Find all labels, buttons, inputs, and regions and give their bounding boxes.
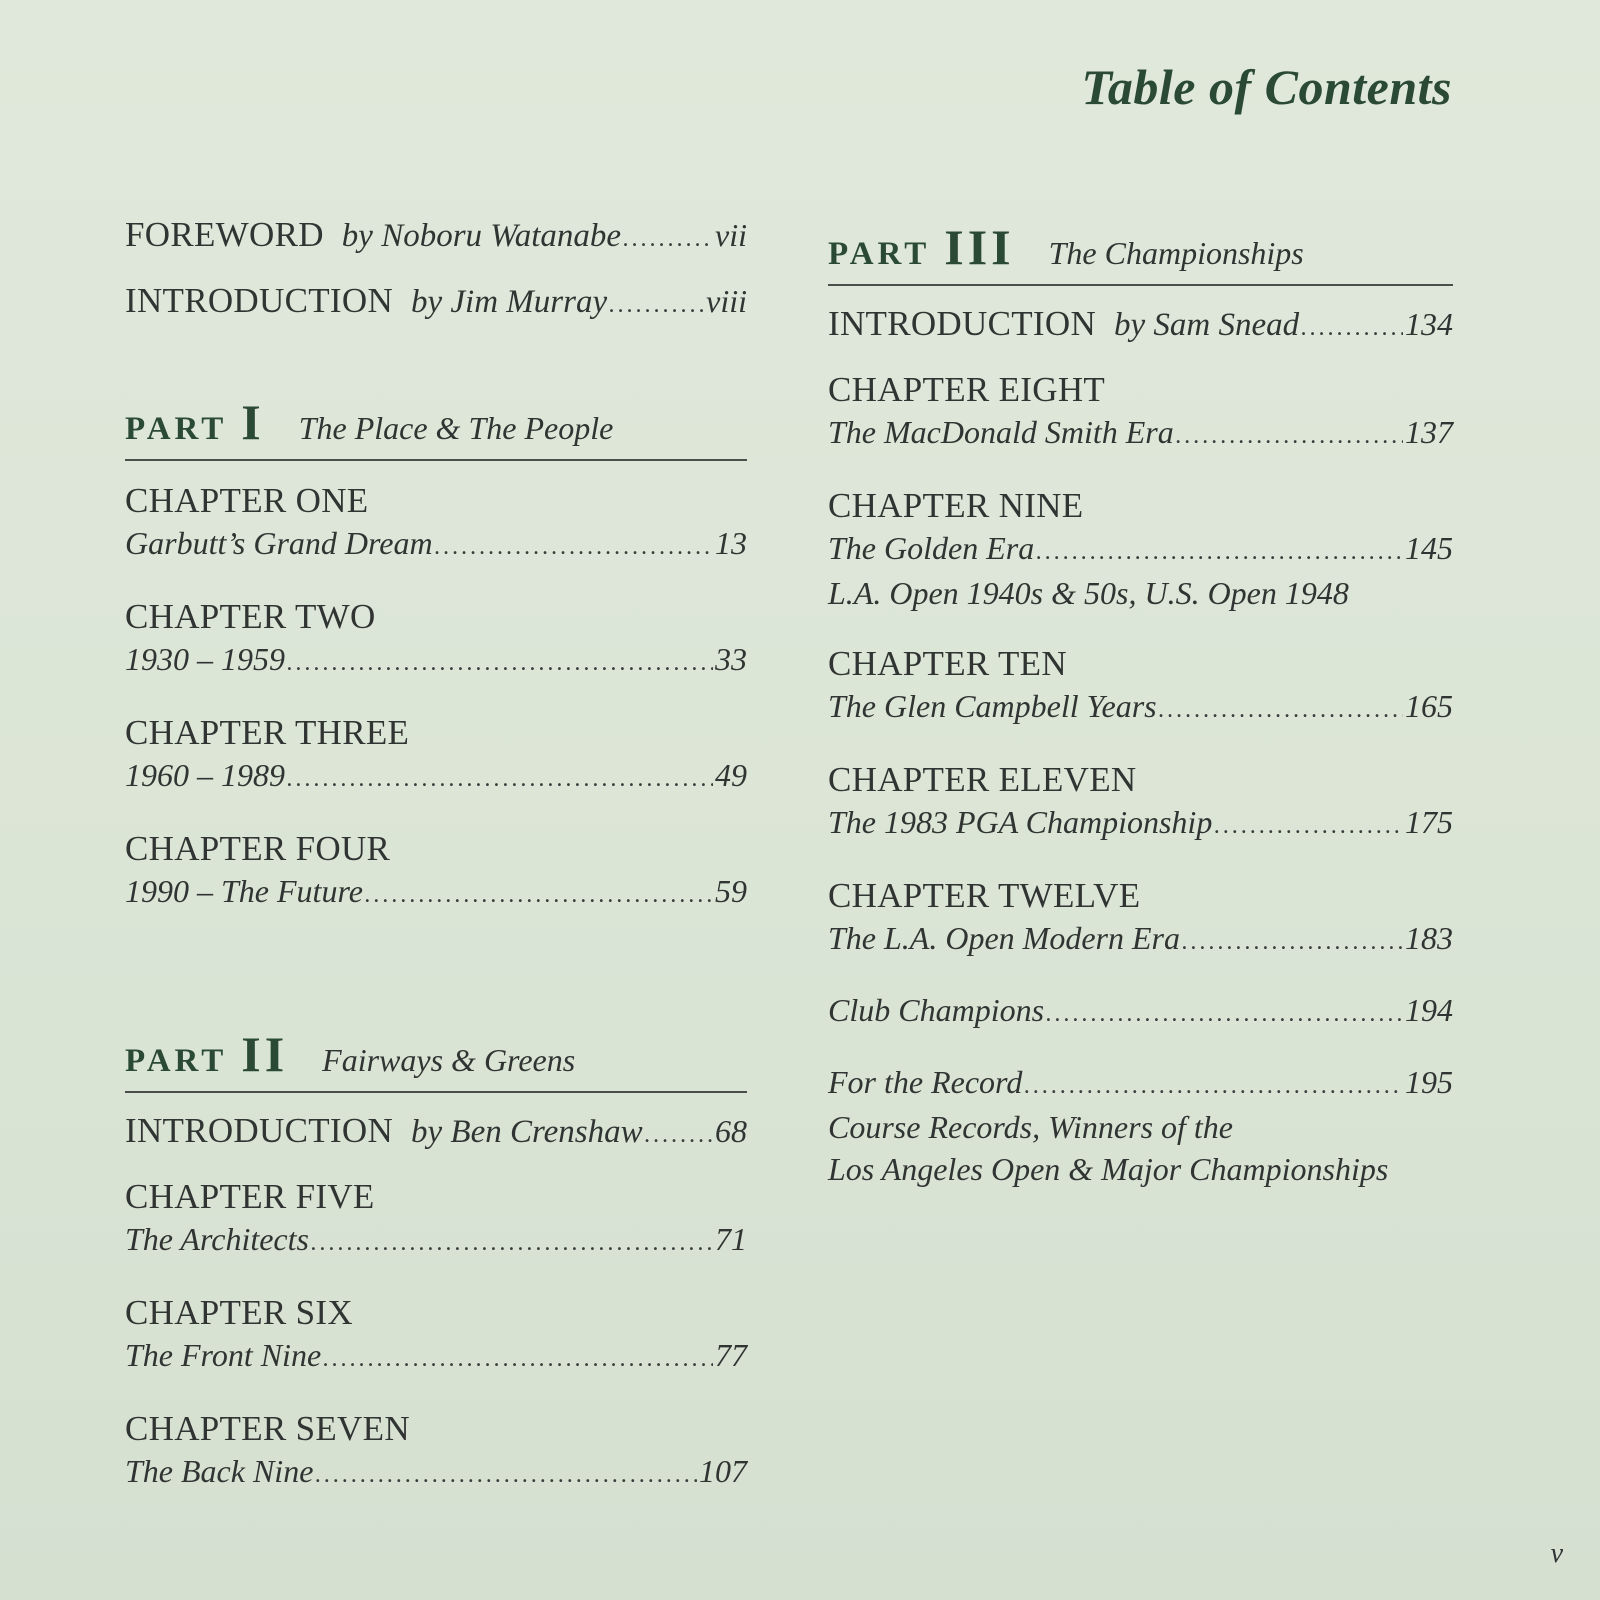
page-number: 175 (1405, 804, 1453, 840)
chapter-entry (125, 1175, 747, 1263)
chapter-entry (125, 479, 747, 567)
dot-leader (1176, 416, 1403, 456)
chapter-title: 1930 – 1959 (125, 641, 285, 677)
chapter-label: CHAPTER EIGHT (828, 370, 1106, 409)
dot-leader (287, 759, 713, 799)
page-folio: v (1550, 1538, 1563, 1569)
chapter-row (125, 1451, 747, 1495)
entry-byline: by Sam Snead (1114, 307, 1300, 343)
dot-leader (315, 1455, 697, 1495)
chapter-title: 1990 – The Future (125, 873, 363, 909)
chapter-entry (125, 595, 747, 683)
page-number: 13 (715, 525, 747, 561)
chapter-entry (828, 484, 1453, 614)
dot-leader (645, 1122, 713, 1149)
for-the-record-entry (828, 1062, 1453, 1190)
dot-leader (1024, 1066, 1403, 1106)
chapter-label: CHAPTER SEVEN (125, 1409, 410, 1448)
chapter-label: CHAPTER TWELVE (828, 876, 1141, 915)
entry-note-line: Los Angeles Open & Major Championships (828, 1151, 1389, 1187)
chapter-entry (828, 874, 1453, 962)
chapter-label: CHAPTER THREE (125, 713, 410, 752)
part-3-header (828, 218, 1453, 286)
chapter-row (125, 1219, 747, 1263)
entry-note-line: Course Records, Winners of the (828, 1109, 1233, 1145)
page-title: Table of Contents (1081, 59, 1452, 115)
entry-label: INTRODUCTION (125, 1111, 394, 1150)
entry-label: FOREWORD (125, 215, 324, 254)
dot-leader (1182, 922, 1403, 962)
chapter-row (125, 639, 747, 683)
page-number: 59 (715, 873, 747, 909)
dot-leader (1046, 994, 1403, 1034)
page-number: 195 (1405, 1064, 1453, 1100)
chapter-row (125, 871, 747, 915)
chapter-title: The Golden Era (828, 530, 1035, 566)
right-column (828, 218, 1453, 1218)
part-subtitle: The Championships (1048, 235, 1304, 271)
chapter-row (828, 1062, 1453, 1106)
page-number: 145 (1405, 530, 1453, 566)
dot-leader (1036, 532, 1403, 572)
chapter-label: CHAPTER FIVE (125, 1177, 375, 1216)
part-word: PART (125, 1043, 228, 1079)
dot-leader (311, 1223, 713, 1263)
chapter-label: CHAPTER ELEVEN (828, 760, 1137, 799)
chapter-title: The Front Nine (125, 1337, 322, 1373)
page-number: 107 (699, 1453, 747, 1489)
chapter-title: The Back Nine (125, 1453, 314, 1489)
entry-byline: by Ben Crenshaw (411, 1114, 643, 1150)
dot-leader (1301, 315, 1403, 342)
dot-leader (1159, 690, 1403, 730)
chapter-row (828, 686, 1453, 730)
chapter-label: CHAPTER ONE (125, 481, 369, 520)
page-number: 68 (715, 1113, 747, 1149)
chapter-title: 1960 – 1989 (125, 757, 285, 793)
chapter-row (125, 523, 747, 567)
entry-title: Club Champions (828, 992, 1045, 1028)
page-number: 165 (1405, 688, 1453, 724)
chapter-title: The 1983 PGA Championship (828, 804, 1213, 840)
page-number: 71 (715, 1221, 747, 1257)
dot-leader (365, 875, 713, 915)
page-number: vii (715, 217, 747, 253)
page-number: 77 (715, 1337, 747, 1373)
chapter-title: The L.A. Open Modern Era (828, 920, 1180, 956)
part-numeral: III (944, 219, 1015, 275)
chapter-title: Garbutt’s Grand Dream (125, 525, 433, 561)
chapter-row (828, 528, 1453, 572)
chapter-title: The MacDonald Smith Era (828, 414, 1174, 450)
chapter-entry (828, 758, 1453, 846)
part-numeral: I (241, 394, 265, 450)
chapter-entry (828, 642, 1453, 730)
part-word: PART (125, 411, 228, 447)
chapter-title: The Glen Campbell Years (828, 688, 1157, 724)
chapter-label: CHAPTER TWO (125, 597, 376, 636)
part-2-header (125, 1025, 747, 1093)
entry-byline: by Jim Murray (411, 284, 608, 320)
chapter-entry (125, 711, 747, 799)
dot-leader (609, 292, 704, 319)
dot-leader (623, 226, 713, 253)
club-champions-entry (828, 990, 1453, 1034)
chapter-entry (125, 827, 747, 915)
chapter-row (125, 1335, 747, 1379)
dot-leader (435, 527, 713, 567)
part-subtitle: Fairways & Greens (322, 1042, 576, 1078)
chapter-label: CHAPTER NINE (828, 486, 1084, 525)
dot-leader (287, 643, 713, 683)
left-column (125, 215, 747, 1523)
page-number: 183 (1405, 920, 1453, 956)
part-word: PART (828, 236, 931, 272)
page-number: 33 (715, 641, 747, 677)
chapter-label: CHAPTER TEN (828, 644, 1067, 683)
part-numeral: II (241, 1026, 289, 1082)
chapter-label: CHAPTER FOUR (125, 829, 391, 868)
chapter-row (828, 802, 1453, 846)
entry-byline: by Noboru Watanabe (341, 218, 622, 254)
dot-leader (323, 1339, 713, 1379)
chapter-entry (828, 368, 1453, 456)
part-subtitle: The Place & The People (298, 410, 614, 446)
chapter-row (828, 412, 1453, 456)
page-number: 134 (1405, 306, 1453, 342)
part-1-header (125, 393, 747, 461)
page-number: 137 (1405, 414, 1453, 450)
toc-entry-part2-introduction (125, 1111, 747, 1151)
chapter-entry (125, 1407, 747, 1495)
page-number: 49 (715, 757, 747, 793)
entry-label: INTRODUCTION (125, 281, 394, 320)
chapter-title: The Architects (125, 1221, 309, 1257)
chapter-label: CHAPTER SIX (125, 1293, 353, 1332)
chapter-row (828, 918, 1453, 962)
entry-title: For the Record (828, 1064, 1023, 1100)
chapter-entry (125, 1291, 747, 1379)
dot-leader (1214, 806, 1403, 846)
chapter-note: L.A. Open 1940s & 50s, U.S. Open 1948 (828, 575, 1349, 611)
toc-entry-foreword (125, 215, 747, 255)
page-number: viii (706, 283, 747, 319)
toc-entry-part3-introduction (828, 304, 1453, 344)
toc-entry-introduction (125, 281, 747, 321)
chapter-row (828, 990, 1453, 1034)
entry-label: INTRODUCTION (828, 304, 1097, 343)
chapter-row (125, 755, 747, 799)
page-number: 194 (1405, 992, 1453, 1028)
